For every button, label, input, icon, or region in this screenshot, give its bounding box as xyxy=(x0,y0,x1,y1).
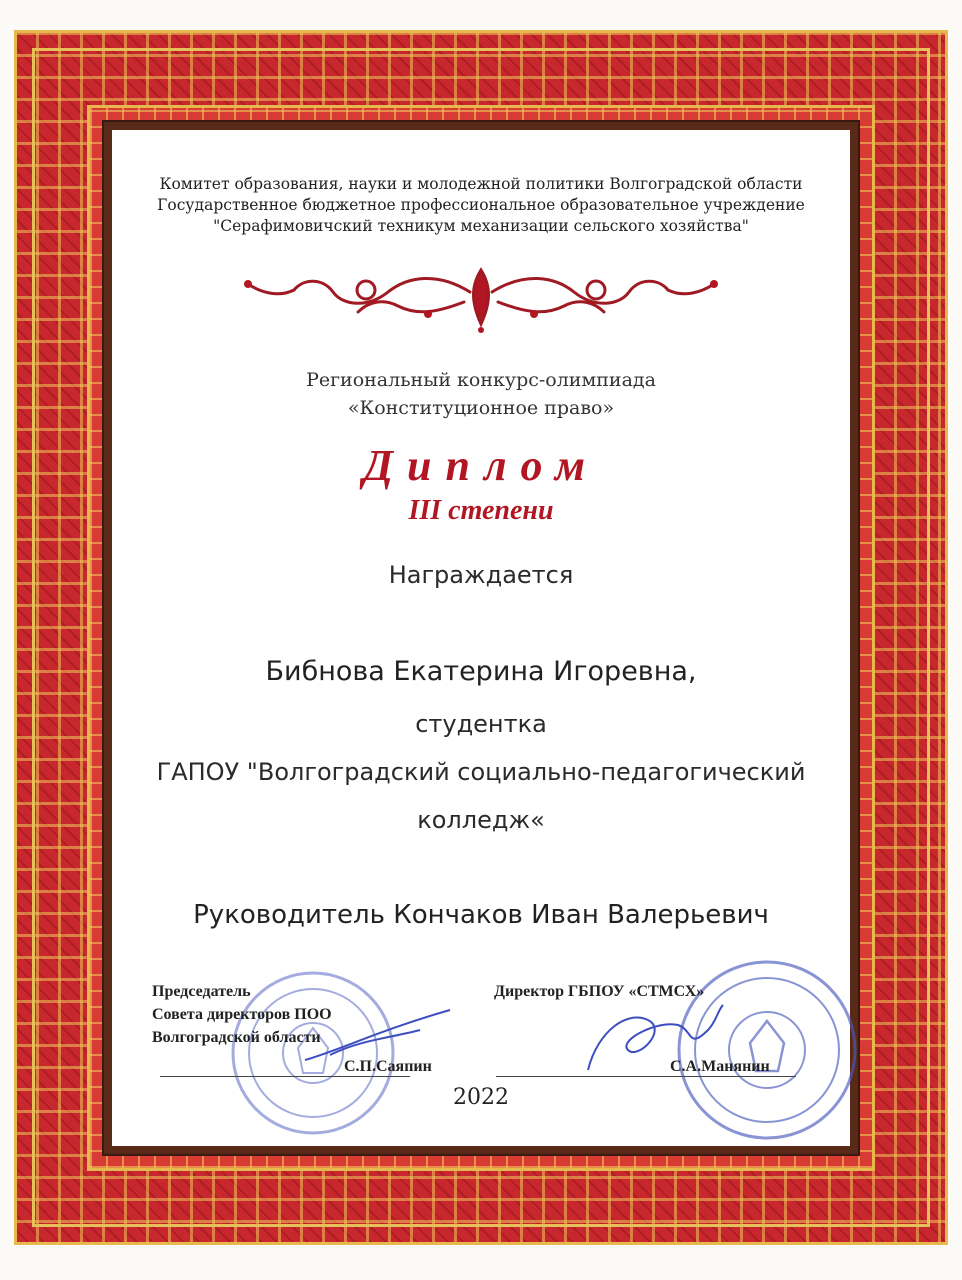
left-signatory-line3: Волгоградской области xyxy=(152,1029,321,1046)
diploma-year: 2022 xyxy=(453,1085,509,1110)
decorative-ornament-icon xyxy=(238,262,724,334)
recipient-organization: ГАПОУ "Волгоградский социально-педагогический xyxy=(156,758,806,786)
left-signature-line xyxy=(160,1076,410,1077)
diploma-degree: III степени xyxy=(408,495,554,526)
left-signatory-title xyxy=(152,980,332,1049)
diploma-title: Диплом xyxy=(362,441,600,490)
header-institution-name: "Серафимовичский техникум механизации сельского хозяйства" xyxy=(213,217,749,235)
recipient-role: студентка xyxy=(415,710,547,738)
recipient-name: Бибнова Екатерина Игоревна, xyxy=(265,656,697,687)
header-committee: Комитет образования, науки и молодежной политики Волгоградской области xyxy=(159,175,803,193)
left-signatory-line1: Председатель xyxy=(152,983,251,1000)
contest-subject: «Конституционное право» xyxy=(347,397,615,419)
contest-name: Региональный конкурс-олимпиада xyxy=(306,369,656,391)
right-signature-line xyxy=(496,1076,796,1077)
supervisor: Руководитель Кончаков Иван Валерьевич xyxy=(193,900,769,930)
left-signatory-line2: Совета директоров ПОО xyxy=(152,1006,332,1023)
right-signatory-title: Директор ГБПОУ «СТМСХ» xyxy=(494,983,705,1000)
awarded-label: Награждается xyxy=(388,561,574,589)
header-institution-type: Государственное бюджетное профессиональное образовательное учреждение xyxy=(157,196,805,214)
recipient-organization-cont: колледж« xyxy=(417,806,545,834)
right-signatory-name: С.А.Манянин xyxy=(670,1058,770,1075)
left-signatory-name: С.П.Саяпин xyxy=(344,1058,432,1075)
